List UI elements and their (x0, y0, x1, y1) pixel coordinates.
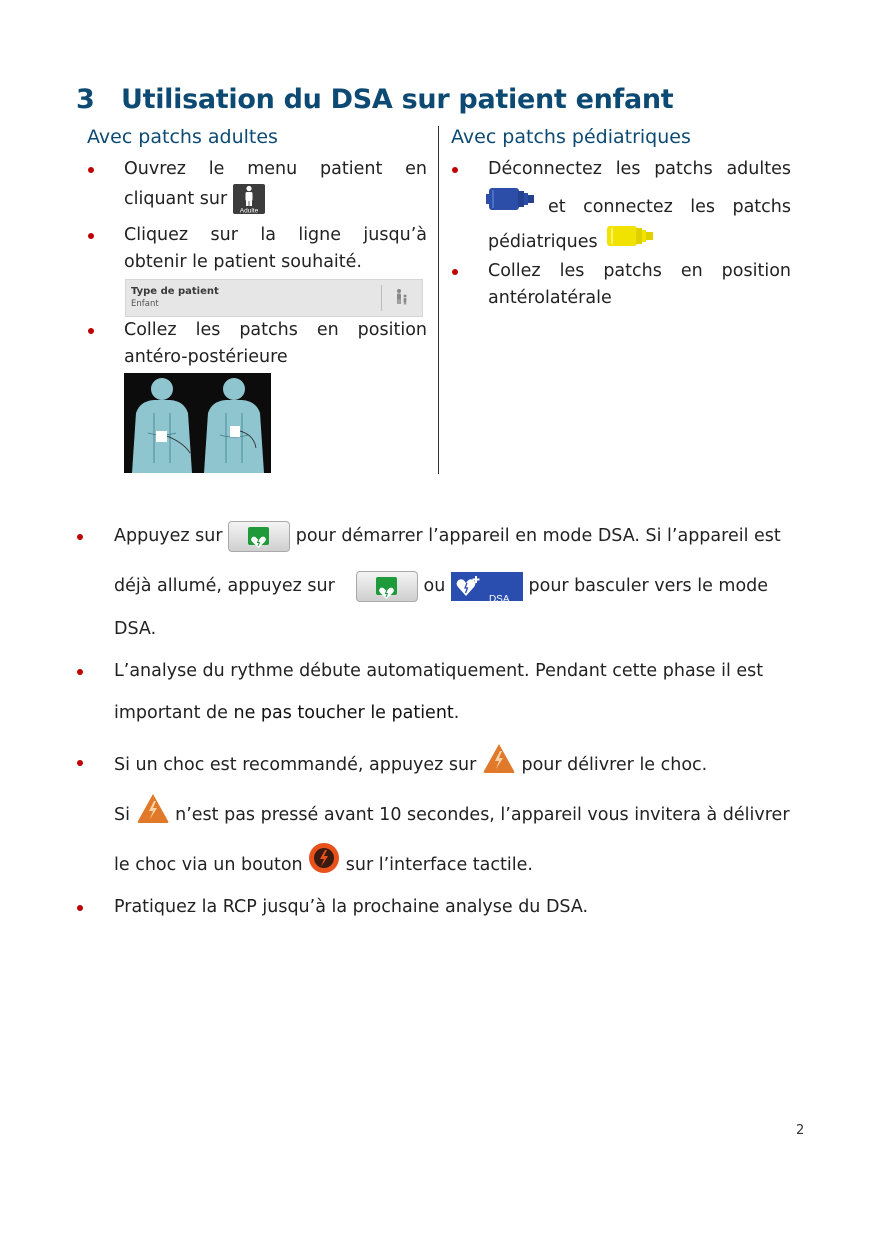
section-number: 3 (76, 84, 95, 115)
step-3-text-d: n’est pas pressé avant 10 secondes, l’appareil vous invitera à délivrer (175, 805, 790, 825)
right-item-2-line-1: Collez les patchs en position (488, 261, 791, 281)
left-item-2-line-1: Cliquez sur la ligne jusqu’à (124, 225, 427, 245)
step-3-text-e: le choc via un bouton (114, 855, 303, 875)
left-item-1-text: cliquant sur (124, 189, 228, 209)
bullet (452, 269, 458, 275)
step-1-text-a: Appuyez sur (114, 526, 223, 546)
bullet (88, 233, 94, 239)
step-2-line-1: L’analyse du rythme débute automatiquement. Pendant cette phase il est (114, 661, 764, 681)
bullet (77, 534, 83, 540)
step-3-line-3 (114, 842, 533, 888)
step-1-text-d: ou (423, 576, 446, 596)
left-item-3-line-2: antéro-postérieure (124, 347, 288, 367)
bullet (88, 328, 94, 334)
patch-back (230, 426, 240, 437)
right-column-title: Avec patchs pédiatriques (451, 126, 691, 148)
pad-placement-image (124, 373, 271, 473)
touchscreen-shock-button-icon[interactable] (308, 842, 340, 888)
left-item-3-line-1: Collez les patchs en position (124, 320, 427, 340)
left-item-1-line-1: Ouvrez le menu patient en (124, 159, 427, 179)
step-3-line-1 (114, 742, 707, 788)
adult-child-icon (394, 288, 410, 310)
right-item-1-line-1: Déconnectez les patchs adultes (488, 159, 791, 179)
aed-heart-icon (248, 527, 269, 545)
left-column-title: Avec patchs adultes (87, 126, 278, 148)
bullet (77, 669, 83, 675)
dsa-button-label: DSA (488, 593, 510, 605)
page-number: 2 (796, 1123, 805, 1138)
step-3-text-b: pour délivrer le choc. (521, 755, 708, 775)
section-heading (76, 84, 673, 115)
column-divider (438, 126, 439, 474)
section-title: Utilisation du DSA sur patient enfant (121, 84, 674, 115)
patient-type-separator (381, 285, 382, 311)
bullet (452, 167, 458, 173)
step-2-text-b: important de (114, 703, 228, 723)
step-1-line-3: DSA. (114, 619, 157, 639)
bullet (77, 905, 83, 911)
dsa-mode-button[interactable] (451, 572, 523, 605)
patient-type-value: Enfant (131, 299, 159, 309)
step-1-text-e: pour basculer vers le mode (528, 576, 769, 596)
aed-heart-icon (376, 577, 397, 595)
dsa-heart-icon (455, 575, 481, 599)
adult-patient-icon (233, 184, 265, 214)
step-4: Pratiquez la RCP jusqu’à la prochaine analyse du DSA. (114, 897, 589, 917)
step-3-line-2 (114, 792, 790, 838)
shock-button-icon[interactable] (482, 742, 516, 788)
step-1-line-2 (114, 566, 804, 606)
left-item-1-line-2 (124, 184, 427, 214)
patient-type-label: Type de patient (131, 286, 219, 297)
right-item-2-line-2: antérolatérale (488, 288, 612, 308)
step-2-emphasis: ne pas toucher le patient (233, 703, 454, 723)
left-item-2-line-2: obtenir le patient souhaité. (124, 252, 362, 272)
step-2-text-c: . (453, 703, 460, 723)
pediatric-patch-connector-icon (607, 222, 657, 252)
adult-patch-connector-icon (486, 185, 536, 217)
bullet (88, 167, 94, 173)
bullet (77, 760, 83, 766)
step-3-text-c: Si (114, 805, 130, 825)
step-3-text-a: Si un choc est recommandé, appuyez sur (114, 755, 477, 775)
aed-mode-button-2[interactable] (356, 571, 418, 602)
shock-button-icon[interactable] (136, 792, 170, 838)
aed-mode-button[interactable] (228, 521, 290, 552)
step-1-line-1 (114, 517, 804, 555)
right-item-1-line-3: pédiatriques (488, 232, 598, 252)
right-item-1-line-2: et connectez les patchs (548, 197, 791, 217)
patient-type-selector[interactable] (125, 279, 423, 317)
step-1-text-c: déjà allumé, appuyez sur (114, 576, 335, 596)
step-2-line-2 (114, 700, 459, 727)
step-1-text-b: pour démarrer l’appareil en mode DSA. Si l’appareil est (295, 526, 781, 546)
patch-front (156, 431, 167, 442)
step-3-text-f: sur l’interface tactile. (345, 855, 533, 875)
adult-icon-label: Adulte (239, 207, 258, 214)
